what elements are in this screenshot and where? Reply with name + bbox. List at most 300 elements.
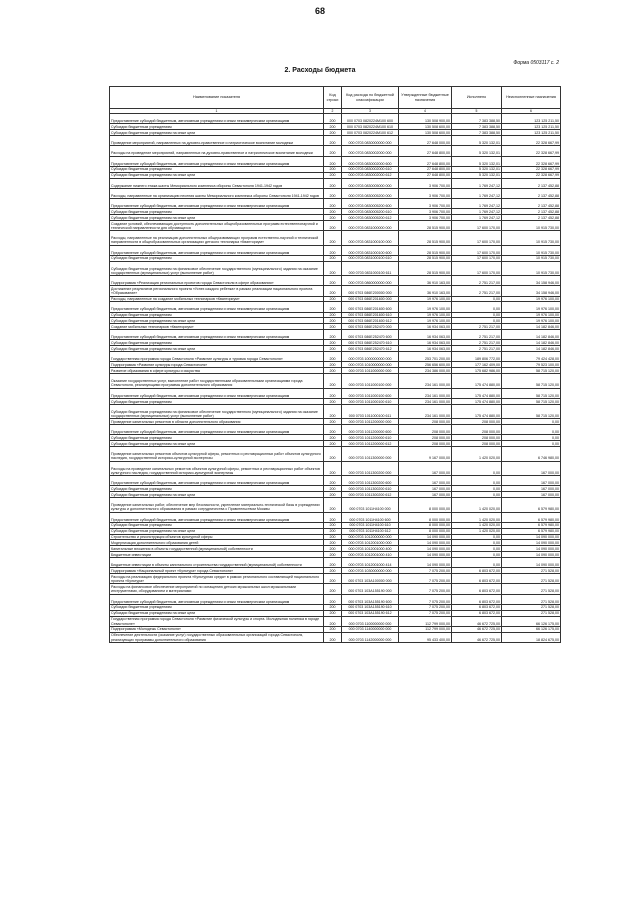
row-unexecuted: 167 000,00 <box>502 486 561 492</box>
row-line-code: 200 <box>324 558 342 568</box>
row-budget-code: 000 0703 0831000000 000 <box>342 220 399 230</box>
table-row <box>110 492 561 498</box>
row-line-code: 200 <box>324 231 342 246</box>
row-line-code: 200 <box>324 626 342 632</box>
row-approved: 253 701 200,00 <box>399 352 452 362</box>
row-budget-code: 000 0703 0830002000 610 <box>342 166 399 172</box>
row-unexecuted: 22 328 667,99 <box>502 146 561 156</box>
row-unexecuted: 58 715 120,00 <box>502 388 561 398</box>
table-row <box>110 198 561 208</box>
table-row <box>110 178 561 188</box>
row-line-code: 200 <box>324 522 342 528</box>
row-line-code: 200 <box>324 388 342 398</box>
row-name: Обеспечение деятельности (оказание услуг) государственных образовательных организаций города Севастополя, реализующих программы дополнительного образования <box>110 632 324 642</box>
row-approved: 16 934 063,00 <box>399 340 452 346</box>
table-row <box>110 156 561 166</box>
row-budget-code: 000 0703 0830002000 612 <box>342 172 399 178</box>
row-approved: 27 648 800,00 <box>399 156 452 166</box>
row-line-code: 200 <box>324 594 342 604</box>
row-budget-code: 000 0703 103A155190 612 <box>342 610 399 616</box>
expenses-table <box>109 86 561 643</box>
row-unexecuted: 0,00 <box>502 425 561 435</box>
row-executed: 0,00 <box>452 486 502 492</box>
row-executed: 0,00 <box>452 492 502 498</box>
row-budget-code: 000 0703 103A155190 610 <box>342 604 399 610</box>
row-budget-code: 000 0703 1142000000 000 <box>342 632 399 642</box>
row-executed: 0,00 <box>452 461 502 476</box>
row-approved: 167 000,00 <box>399 492 452 498</box>
row-executed: 175 474 880,00 <box>452 374 502 389</box>
row-line-code: 200 <box>324 276 342 286</box>
row-budget-code: 000 0703 103A155190 000 <box>342 584 399 594</box>
row-line-code: 200 <box>324 604 342 610</box>
row-line-code: 200 <box>324 374 342 389</box>
row-approved: 27 648 800,00 <box>399 146 452 156</box>
row-executed: 175 474 880,00 <box>452 398 502 404</box>
row-approved: 112 799 000,00 <box>399 626 452 632</box>
row-name: Субсидии бюджетным учреждениям <box>110 166 324 172</box>
row-budget-code: 000 0703 1000000000 000 <box>342 352 399 362</box>
row-executed: 6 803 672,00 <box>452 584 502 594</box>
row-line-code: 200 <box>324 114 342 124</box>
row-line-code: 200 <box>324 404 342 419</box>
table-row <box>110 368 561 374</box>
row-executed: 1 769 247,12 <box>452 188 502 198</box>
table-body <box>110 114 561 643</box>
row-executed: 0,00 <box>452 312 502 318</box>
row-unexecuted: 14 090 000,00 <box>502 546 561 552</box>
row-line-code: 200 <box>324 302 342 312</box>
row-unexecuted: 14 090 000,00 <box>502 558 561 568</box>
row-unexecuted: 2 137 452,88 <box>502 198 561 208</box>
row-unexecuted: 6 746 980,00 <box>502 447 561 462</box>
row-approved: 14 090 000,00 <box>399 558 452 568</box>
table-row <box>110 388 561 398</box>
row-line-code: 200 <box>324 486 342 492</box>
row-approved: 14 090 000,00 <box>399 534 452 540</box>
row-approved: 3 906 700,00 <box>399 188 452 198</box>
row-unexecuted: 10 915 730,00 <box>502 261 561 276</box>
table-row <box>110 286 561 296</box>
row-executed: 7 383 388,50 <box>452 130 502 136</box>
row-executed: 208 000,00 <box>452 425 502 435</box>
row-unexecuted: 271 528,00 <box>502 610 561 616</box>
table-row <box>110 188 561 198</box>
row-name: Предоставление субсидий бюджетным, автономным учреждениям и иным некоммерческим организациям <box>110 425 324 435</box>
row-line-code: 200 <box>324 447 342 462</box>
row-approved: 14 090 000,00 <box>399 546 452 552</box>
row-unexecuted: 271 528,00 <box>502 594 561 604</box>
column-number: 5 <box>452 109 502 114</box>
row-name: Капитальные вложения в объекты государственной (муниципальной) собственности <box>110 546 324 552</box>
row-approved: 8 000 000,00 <box>399 522 452 528</box>
row-name: Бюджетные инвестиции в объекты капитального строительства государственной (муниципальной) собственности <box>110 558 324 568</box>
row-executed: 1 769 247,12 <box>452 178 502 188</box>
table-header-row <box>110 87 561 109</box>
table-row <box>110 276 561 286</box>
row-approved: 208 000,00 <box>399 419 452 425</box>
row-line-code: 200 <box>324 574 342 584</box>
row-approved: 19 976 100,00 <box>399 302 452 312</box>
row-name: Предоставление субсидий бюджетным, автономным учреждениям и иным некоммерческим организациям <box>110 245 324 255</box>
row-approved: 8 000 000,00 <box>399 498 452 513</box>
page-number: 68 <box>314 6 325 16</box>
row-budget-code: 000 0703 0830005000 000 <box>342 178 399 188</box>
row-executed: 177 162 409,00 <box>452 362 502 368</box>
row-unexecuted: 19 976 100,00 <box>502 302 561 312</box>
row-unexecuted: 79 523 100,00 <box>502 362 561 368</box>
row-approved: 7 075 200,00 <box>399 604 452 610</box>
row-executed: 1 769 247,12 <box>452 209 502 215</box>
row-budget-code: 000 0703 1011000100 611 <box>342 404 399 419</box>
row-line-code: 200 <box>324 156 342 166</box>
row-name: Подпрограмма «Молодежь Севастополя» <box>110 626 324 632</box>
row-approved: 234 161 000,00 <box>399 398 452 404</box>
row-executed: 1 420 020,00 <box>452 512 502 522</box>
column-number: 2 <box>324 109 342 114</box>
row-name: Достижение результатов регионального проекта «Успех каждого ребенка» в рамках реализации национального проекта «Образование» <box>110 286 324 296</box>
row-approved: 8 000 000,00 <box>399 528 452 534</box>
row-name: Строительство и реконструкция объектов культурной сферы <box>110 534 324 540</box>
row-name: Подпрограмма «Развитие культуры города Севастополя» <box>110 362 324 368</box>
table-row <box>110 447 561 462</box>
row-approved: 234 386 000,00 <box>399 368 452 374</box>
row-unexecuted: 66 126 175,00 <box>502 626 561 632</box>
header-budget-code: Код расхода по бюджетной классификации <box>342 87 399 109</box>
row-executed: 175 474 880,00 <box>452 388 502 398</box>
table-row <box>110 324 561 330</box>
row-unexecuted: 22 328 667,99 <box>502 156 561 166</box>
row-line-code: 200 <box>324 476 342 486</box>
row-name: Государственная программа города Севастополя «Развитие культуры и туризма города Севастополя» <box>110 352 324 362</box>
row-approved: 208 000,00 <box>399 435 452 441</box>
row-name: Предоставление субсидий бюджетным, автономным учреждениям и иным некоммерческим организациям <box>110 512 324 522</box>
row-line-code: 200 <box>324 419 342 425</box>
row-executed: 0,00 <box>452 318 502 324</box>
row-budget-code: 000 0703 1012001000 400 <box>342 546 399 552</box>
row-line-code: 200 <box>324 425 342 435</box>
row-budget-code: 000 0703 086E252470 000 <box>342 324 399 330</box>
row-name: Подпрограмма «Реализация региональных проектов города Севастополя в сфере образования» <box>110 276 324 286</box>
row-budget-code: 000 0703 1011000000 000 <box>342 368 399 374</box>
row-budget-code: 000 0703 1011H4100 612 <box>342 528 399 534</box>
row-budget-code: 000 0703 1011200000 610 <box>342 435 399 441</box>
row-budget-code: 000 0703 1011000100 610 <box>342 398 399 404</box>
row-name: Субсидии бюджетным учреждениям <box>110 124 324 130</box>
table-row <box>110 419 561 425</box>
row-line-code: 200 <box>324 198 342 208</box>
row-budget-code: 000 0703 0830005200 612 <box>342 214 399 220</box>
row-approved: 28 515 900,00 <box>399 220 452 230</box>
row-line-code: 200 <box>324 172 342 178</box>
row-approved: 19 976 100,00 <box>399 296 452 302</box>
row-name: Расходы на проведение капитальных ремонтов объектов культурной сферы, ремонтных и реставрационных работ объектов культурного наследия, государственной историко-культурной экспертизы <box>110 461 324 476</box>
row-name: Субсидии бюджетным учреждениям на иные цели <box>110 214 324 220</box>
row-unexecuted: 271 528,00 <box>502 568 561 574</box>
row-line-code: 200 <box>324 178 342 188</box>
row-approved: 9 167 000,00 <box>399 447 452 462</box>
row-executed: 6 803 672,00 <box>452 610 502 616</box>
row-name: Субсидии бюджетным учреждениям <box>110 398 324 404</box>
row-executed: 17 600 170,00 <box>452 261 502 276</box>
row-unexecuted: 0,00 <box>502 441 561 447</box>
row-executed: 2 751 217,00 <box>452 324 502 330</box>
row-executed: 208 000,00 <box>452 419 502 425</box>
row-line-code: 200 <box>324 209 342 215</box>
row-line-code: 200 <box>324 296 342 302</box>
row-line-code: 200 <box>324 398 342 404</box>
row-approved: 19 976 100,00 <box>399 318 452 324</box>
row-line-code: 200 <box>324 552 342 558</box>
row-line-code: 200 <box>324 330 342 340</box>
row-budget-code: 000 0703 0830005200 610 <box>342 209 399 215</box>
row-approved: 36 910 163,00 <box>399 276 452 286</box>
row-line-code: 200 <box>324 130 342 136</box>
row-budget-code: 000 0703 1011000100 000 <box>342 374 399 389</box>
form-label: Форма 0503117 с. 2 <box>513 60 559 66</box>
row-executed: 5 320 132,01 <box>452 156 502 166</box>
row-executed: 0,00 <box>452 540 502 546</box>
row-executed: 1 420 020,00 <box>452 528 502 534</box>
row-approved: 234 161 000,00 <box>399 404 452 419</box>
row-line-code: 200 <box>324 220 342 230</box>
row-budget-code: 000 0703 0830005200 000 <box>342 188 399 198</box>
row-line-code: 200 <box>324 166 342 172</box>
row-approved: 112 799 000,00 <box>399 616 452 626</box>
table-row <box>110 330 561 340</box>
row-line-code: 200 <box>324 435 342 441</box>
row-name: Расходы на проведение мероприятий, направленных на духовно-нравственное и патриотическое воспитание молодежи <box>110 146 324 156</box>
row-executed: 2 751 217,00 <box>452 340 502 346</box>
header-line-code: Код строки <box>324 87 342 109</box>
row-budget-code: 000 0703 086E201600 600 <box>342 302 399 312</box>
row-unexecuted: 0,00 <box>502 419 561 425</box>
row-budget-code: 000 0703 0830002000 600 <box>342 156 399 166</box>
row-line-code: 200 <box>324 492 342 498</box>
table-row <box>110 574 561 584</box>
row-approved: 3 906 700,00 <box>399 198 452 208</box>
row-line-code: 200 <box>324 498 342 513</box>
row-budget-code: 000 0703 1011300200 000 <box>342 461 399 476</box>
row-budget-code: 000 0703 1011H4100 600 <box>342 512 399 522</box>
row-budget-code: 000 0703 1011300000 000 <box>342 447 399 462</box>
row-executed: 6 803 672,00 <box>452 604 502 610</box>
row-unexecuted: 14 090 000,00 <box>502 534 561 540</box>
row-line-code: 200 <box>324 610 342 616</box>
row-line-code: 200 <box>324 286 342 296</box>
row-budget-code: 000 0703 086E201600 000 <box>342 296 399 302</box>
row-name: Предоставление субсидий бюджетным, автономным учреждениям и иным некоммерческим организациям <box>110 198 324 208</box>
row-name: Субсидии бюджетным учреждениям <box>110 486 324 492</box>
row-name: Предоставление субсидий бюджетным, автономным учреждениям и иным некоммерческим организациям <box>110 388 324 398</box>
column-number: 1 <box>110 109 324 114</box>
row-approved: 28 515 900,00 <box>399 245 452 255</box>
row-budget-code: 000 0703 0831000100 000 <box>342 231 399 246</box>
table-row <box>110 172 561 178</box>
section-title: 2. Расходы бюджета <box>284 67 356 74</box>
table-row <box>110 220 561 230</box>
row-name: Проведение капитальных ремонтов в области дополнительного образования <box>110 419 324 425</box>
row-unexecuted: 22 328 667,99 <box>502 136 561 146</box>
row-name: Предоставление субсидий бюджетным, автономным учреждениям и иным некоммерческим организациям <box>110 330 324 340</box>
row-executed: 175 682 986,00 <box>452 368 502 374</box>
row-budget-code: 000 0703 1030000000 000 <box>342 568 399 574</box>
row-name: Создание условий, обеспечивающих доступность дополнительных общеобразовательных программ естественнонаучной и технической направленности для обучающихся <box>110 220 324 230</box>
row-name: Субсидии бюджетным учреждениям <box>110 604 324 610</box>
row-line-code: 200 <box>324 528 342 534</box>
row-budget-code: 000 0703 0830005200 600 <box>342 198 399 208</box>
row-line-code: 200 <box>324 255 342 261</box>
row-budget-code: 000 0703 103A100000 000 <box>342 574 399 584</box>
row-unexecuted: 123 125 211,50 <box>502 124 561 130</box>
row-unexecuted: 123 125 211,50 <box>502 130 561 136</box>
row-name: Расходы, направленные на реализацию дополнительных общеразвивающих программ естественно-научной и технической направленности в общеобразовательных организациях детского технопарка «Кванториум» <box>110 231 324 246</box>
row-unexecuted: 0,00 <box>502 435 561 441</box>
row-line-code: 200 <box>324 616 342 626</box>
table-row <box>110 476 561 486</box>
row-executed: 6 803 672,00 <box>452 568 502 574</box>
row-line-code: 200 <box>324 214 342 220</box>
table-row <box>110 584 561 594</box>
row-budget-code: 000 0703 1010000000 000 <box>342 362 399 368</box>
table-row <box>110 136 561 146</box>
row-line-code: 200 <box>324 124 342 130</box>
row-name: Субсидии бюджетным учреждениям на иные цели <box>110 492 324 498</box>
table-row <box>110 231 561 246</box>
row-line-code: 200 <box>324 324 342 330</box>
row-executed: 5 320 132,01 <box>452 172 502 178</box>
table-row <box>110 302 561 312</box>
row-line-code: 200 <box>324 362 342 368</box>
row-budget-code: 000 0703 0831000100 611 <box>342 261 399 276</box>
row-line-code: 200 <box>324 245 342 255</box>
table-row <box>110 528 561 534</box>
row-approved: 7 075 200,00 <box>399 610 452 616</box>
row-name: Оказание государственных услуг, выполнение работ государственными образовательными организациями города Севастополя, реализующими программы дополнительного образования <box>110 374 324 389</box>
row-executed: 7 383 388,50 <box>452 124 502 130</box>
row-line-code: 200 <box>324 368 342 374</box>
row-name: Содержание нижнего этажа шахты Мемориального комплекса обороны Севастополя 1941-1942 годов <box>110 178 324 188</box>
row-line-code: 200 <box>324 546 342 552</box>
row-budget-code: 000 0703 1012000000 000 <box>342 534 399 540</box>
row-name: Предоставление субсидий бюджетным, автономным учреждениям и иным некоммерческим организациям <box>110 594 324 604</box>
expenses-table-container <box>109 86 560 643</box>
row-name: Расходы, направленные на организацию несения шахты Мемориального комплекса обороны Севастополя 1941-1942 годов <box>110 188 324 198</box>
row-executed: 2 751 217,00 <box>452 346 502 352</box>
row-unexecuted: 18 824 675,00 <box>502 632 561 642</box>
row-executed: 189 806 772,00 <box>452 352 502 362</box>
row-unexecuted: 2 137 452,88 <box>502 209 561 215</box>
row-budget-code: 000 0703 086E201600 612 <box>342 318 399 324</box>
row-executed: 208 000,00 <box>452 435 502 441</box>
row-executed: 0,00 <box>452 546 502 552</box>
table-row <box>110 146 561 156</box>
row-line-code: 200 <box>324 261 342 276</box>
row-approved: 234 161 000,00 <box>399 374 452 389</box>
row-budget-code: 000 0703 0860000000 000 <box>342 276 399 286</box>
row-name: Подпрограмма «Национальный проект «Культура» города Севастополя» <box>110 568 324 574</box>
row-executed: 6 803 672,00 <box>452 574 502 584</box>
row-budget-code: 000 0703 1011300200 610 <box>342 486 399 492</box>
row-name: Субсидии бюджетным учреждениям на иные цели <box>110 610 324 616</box>
row-approved: 8 000 000,00 <box>399 512 452 522</box>
row-executed: 5 320 132,01 <box>452 146 502 156</box>
row-name: Предоставление субсидий бюджетным, автономным учреждениям и иным некоммерческим организациям <box>110 156 324 166</box>
row-approved: 3 906 700,00 <box>399 178 452 188</box>
row-unexecuted: 22 328 667,99 <box>502 172 561 178</box>
row-name: Предоставление субсидий бюджетным, автономным учреждениям и иным некоммерческим организациям <box>110 302 324 312</box>
row-budget-code: 000 0703 1011300200 600 <box>342 476 399 486</box>
row-unexecuted: 271 528,00 <box>502 584 561 594</box>
row-name: Субсидии бюджетным учреждениям <box>110 340 324 346</box>
row-unexecuted: 19 976 100,00 <box>502 296 561 302</box>
table-row <box>110 632 561 642</box>
row-approved: 130 508 600,00 <box>399 130 452 136</box>
row-approved: 3 906 700,00 <box>399 209 452 215</box>
row-name: Субсидии бюджетным учреждениям на финансовое обеспечение государственного (муниципального) задания на оказание государственных (муниципальных) услуг (выполнение работ) <box>110 404 324 419</box>
row-budget-code: 000 0703 1011300200 612 <box>342 492 399 498</box>
row-approved: 36 910 163,00 <box>399 286 452 296</box>
row-approved: 28 515 900,00 <box>399 261 452 276</box>
row-budget-code: 000 0703 1100000000 000 <box>342 616 399 626</box>
row-executed: 6 803 672,00 <box>452 594 502 604</box>
row-budget-code: 000 0703 1140000000 000 <box>342 626 399 632</box>
header-approved: Утвержденные бюджетные назначения <box>399 87 452 109</box>
row-unexecuted: 19 976 100,00 <box>502 318 561 324</box>
row-budget-code: 000 0703 0820224M100 610 <box>342 124 399 130</box>
row-name: Субсидии бюджетным учреждениям <box>110 312 324 318</box>
row-budget-code: 000 0703 086E252470 610 <box>342 340 399 346</box>
row-unexecuted: 6 579 980,00 <box>502 512 561 522</box>
row-name: Предоставление субсидий бюджетным, автономным учреждениям и иным некоммерческим организациям <box>110 476 324 486</box>
table-row <box>110 558 561 568</box>
row-approved: 234 161 000,00 <box>399 388 452 398</box>
table-row <box>110 441 561 447</box>
table-row <box>110 626 561 632</box>
row-line-code: 200 <box>324 632 342 642</box>
row-approved: 95 433 400,00 <box>399 632 452 642</box>
row-name: Субсидии бюджетным учреждениям на финансовое обеспечение государственного (муниципального) задания на оказание государственных (муниципальных) услуг (выполнение работ) <box>110 261 324 276</box>
row-executed: 7 383 388,50 <box>452 114 502 124</box>
row-line-code: 200 <box>324 346 342 352</box>
row-unexecuted: 14 182 846,00 <box>502 330 561 340</box>
table-row <box>110 352 561 362</box>
row-budget-code: 000 0703 086E252470 612 <box>342 346 399 352</box>
row-executed: 2 751 217,00 <box>452 330 502 340</box>
row-name: Государственная программа города Севастополя «Развитие физической культуры и спорта. Молодежная политика в городе Севастополе» <box>110 616 324 626</box>
row-unexecuted: 271 528,00 <box>502 574 561 584</box>
row-line-code: 200 <box>324 188 342 198</box>
row-executed: 175 474 880,00 <box>452 404 502 419</box>
row-unexecuted: 271 528,00 <box>502 604 561 610</box>
table-row <box>110 498 561 513</box>
row-approved: 28 515 900,00 <box>399 231 452 246</box>
row-line-code: 200 <box>324 534 342 540</box>
row-unexecuted: 34 158 946,00 <box>502 286 561 296</box>
row-approved: 19 976 100,00 <box>399 312 452 318</box>
row-budget-code: 000 0703 1011H4100 610 <box>342 522 399 528</box>
row-approved: 7 075 200,00 <box>399 594 452 604</box>
row-unexecuted: 19 976 100,00 <box>502 312 561 318</box>
row-budget-code: 000 0703 1011000100 600 <box>342 388 399 398</box>
row-budget-code: 000 0703 0820224M100 600 <box>342 114 399 124</box>
row-approved: 14 090 000,00 <box>399 552 452 558</box>
row-executed: 2 751 217,00 <box>452 286 502 296</box>
row-approved: 27 648 000,00 <box>399 136 452 146</box>
row-executed: 1 420 020,00 <box>452 498 502 513</box>
row-unexecuted: 14 182 846,00 <box>502 346 561 352</box>
row-line-code: 200 <box>324 312 342 318</box>
